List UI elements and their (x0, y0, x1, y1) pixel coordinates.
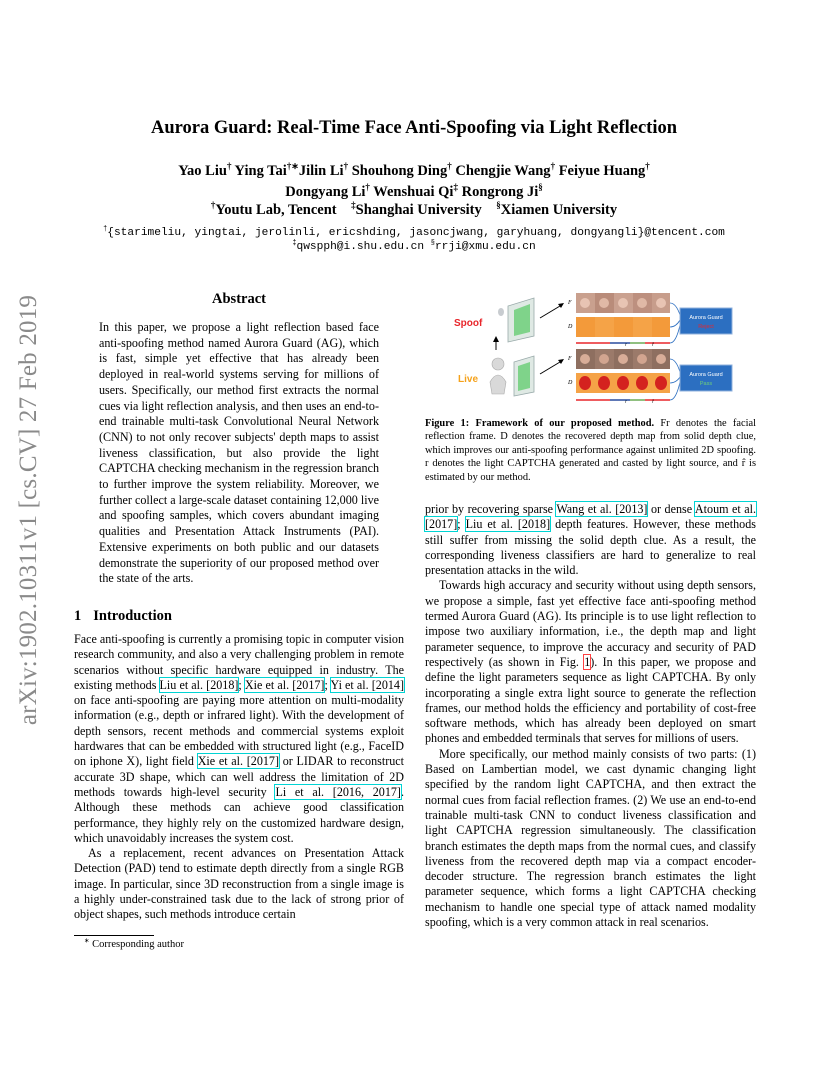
aurora-guard-pass-box (680, 365, 732, 391)
citation-link[interactable]: Li et al. [2016, 2017] (275, 784, 401, 799)
intro-paragraph-2: As a replacement, recent advances on Presentation Attack Detection (PAD) tend to estimate depth directly from a single RGB image. In particular, since 3D reconstruction from a single image is a highly under-constrained task due to the lack of strong prior of object shapes, such methods introduce certain (74, 846, 404, 922)
live-person-icon (490, 356, 534, 396)
svg-text:r̂: r̂ (652, 343, 654, 348)
affiliations: †Youtu Lab, Tencent ‡Shanghai University §Xiamen University (210, 200, 618, 218)
abstract-heading: Abstract (212, 291, 266, 307)
footnote-rule (74, 935, 154, 936)
live-captcha-strip (576, 400, 670, 405)
svg-text:D: D (568, 380, 573, 386)
email-line-1: †{starimeliu, yingtai, jerolinli, ericshding, jasoncjwang, garyhuang, dongyangli}@tencent.com (103, 225, 725, 239)
svg-text:F: F (568, 356, 572, 362)
citation-link[interactable]: Wang et al. [2013] (556, 502, 648, 516)
live-depth-maps (576, 373, 670, 393)
citation-link[interactable]: Liu et al. [2018] (465, 517, 551, 532)
arrow-icon (540, 306, 560, 318)
arrow-icon (540, 362, 560, 374)
citation-link[interactable]: Xie et al. [2017] (244, 677, 325, 692)
aurora-guard-reject-box (680, 308, 732, 334)
citation-link[interactable]: Atoum et al. [2017] (425, 502, 757, 532)
live-label: Live (458, 374, 479, 385)
intro-body (74, 632, 404, 923)
citation-link[interactable]: Liu et al. [2018] (159, 677, 239, 692)
spoof-device-icon (498, 298, 534, 342)
svg-text:r: r (625, 343, 627, 348)
spoof-face-frames (576, 293, 670, 313)
right-paragraph-3: More specifically, our method mainly consists of two parts: (1) Based on Lambertian model, we cast dynamic changing light specified by the random light CAPTCHA, and then extract the normal cues from facial reflection frames. (2) We use an end-to-end trainable multi-task CNN to conduct liveness classification and light CAPTCHA regression simultaneously. The classification branch estimates the depth maps from the normal cues, and classify liveness from the recovered depth map via a compact encoder-decoder structure. The regression branch estimates the light parameter sequence, which forms a light CAPTCHA checking mechanism to handle one special type of attack named modality spoofing, which is a very common attack in real scenarios. (425, 746, 756, 930)
svg-text:r: r (625, 400, 627, 405)
svg-text:Aurora Guard: Aurora Guard (689, 315, 723, 321)
author-line-2: Dongyang Li† Wenshuai Qi‡ Rongrong Ji§ (285, 182, 543, 200)
section-heading-introduction: 1 Introduction (74, 608, 172, 624)
svg-text:Aurora Guard: Aurora Guard (689, 372, 723, 378)
svg-text:Pass: Pass (699, 381, 713, 387)
figure-ref-link[interactable]: 1 (584, 654, 591, 669)
abstract-text: In this paper, we propose a light reflection based face anti-spoofing method named Aurora Guard (AG), which is fast, simple yet effective that has already been deployed in real-world systems serving for millions of users. Specifically, our method first extracts the normal cues via light reflection analysis, and then uses an end-to-end trainable multi-task Convolutional Neural Network (CNN) to not only recover subjects' depth maps to assist liveness classification, but also provide the light CAPTCHA checking mechanism in the regression branch to further improve the system reliability. Moreover, we further collect a large-scale dataset containing 12,000 live and spoofing samples, which covers abundant imaging qualities and Presentation Attack Instruments (PAI). Extensive experiments on both public and our datasets demonstrate the superiority of our proposed method over the state of the arts. (99, 320, 379, 586)
live-face-frames (576, 349, 670, 369)
right-column-body (425, 502, 756, 930)
citation-link[interactable]: Yi et al. [2014] (330, 677, 405, 692)
author-line-1: Yao Liu† Ying Tai†∗Jilin Li† Shouhong Ding† Chengjie Wang† Feiyue Huang† (178, 161, 650, 179)
right-paragraph-2: Towards high accuracy and security without using depth sensors, we propose a simple, fast yet effective face anti-spoofing method termed Aurora Guard (AG). Its principle is to use light reflection to impose two auxiliary information, i.e., the depth map and light parameter sequence, to improve the accuracy and security of PAD respectively (as shown in Fig. 1). In this paper, we propose and define the light parameters sequence as light CAPTCHA. By only incorporating a single extra light source to generate the reflection frames, our method holds the efficiency and portability of cost-free software methods, which has already been deployed on smart phones and embedded terminals that serves for millions of users. (425, 578, 756, 746)
figure-1-caption: Figure 1: Framework of our proposed method. Fr denotes the facial reflection frame. D denotes the recovered depth map from solid depth clue, which improves our anti-spoofing performance against unlimited 2D spoofing. r denotes the light CAPTCHA generated and casted by light source, and r̂ is estimated by our method. (425, 418, 756, 483)
arxiv-id: arXiv:1902.10311v1 [cs.CV] 27 Feb 2019 (15, 294, 42, 726)
arxiv-stamp (12, 290, 46, 730)
svg-text:Reject: Reject (698, 324, 714, 330)
right-paragraph-1: prior by recovering sparse Wang et al. [2013] or dense Atoum et al. [2017]; Liu et al. [2018] depth features. However, these methods still suffer from missing the solid depth clue. As a result, the corresponding liveness classifiers are hard to generalize to real presentation attacks in the wild. (425, 502, 757, 578)
email-line-2: ‡qwspph@i.shu.edu.cn §rrji@xmu.edu.cn (292, 239, 536, 253)
spoof-captcha-strip (576, 343, 670, 348)
svg-text:D: D (568, 324, 573, 330)
intro-paragraph-1: Face anti-spoofing is currently a promising topic in computer vision research community, and also a very challenging problem in remote scenarios without specific hardware equipped in industry. The existing methods Liu et al. [2018]; Xie et al. [2017]; Yi et al. [2014] on face anti-spoofing are paying more attention on multi-modality information (e.g., depth or infrared light). With the development of depth sensors, recent methods and commercial systems exploit hardwares that can be embedded with structured light (e.g., FaceID on iphone X), light field Xie et al. [2017] or LIDAR to reconstruct accurate 3D shape, which can well address the limitation of 2D methods towards high-level security Li et al. [2016, 2017]. Although these methods can achieve good classification performance, they highly rely on the customized hardware design, which unavoidably increases the system cost. (74, 632, 405, 845)
citation-link[interactable]: Xie et al. [2017] (197, 754, 279, 769)
figure-1 (430, 290, 756, 412)
spoof-label: Spoof (454, 318, 483, 329)
spoof-depth-maps (576, 317, 670, 337)
footnote: ∗ Corresponding author (84, 937, 184, 950)
svg-text:r̂: r̂ (652, 400, 654, 405)
framework-diagram (430, 290, 756, 412)
paper-title: Aurora Guard: Real-Time Face Anti-Spoofing via Light Reflection (150, 118, 678, 138)
svg-text:F: F (568, 300, 572, 306)
